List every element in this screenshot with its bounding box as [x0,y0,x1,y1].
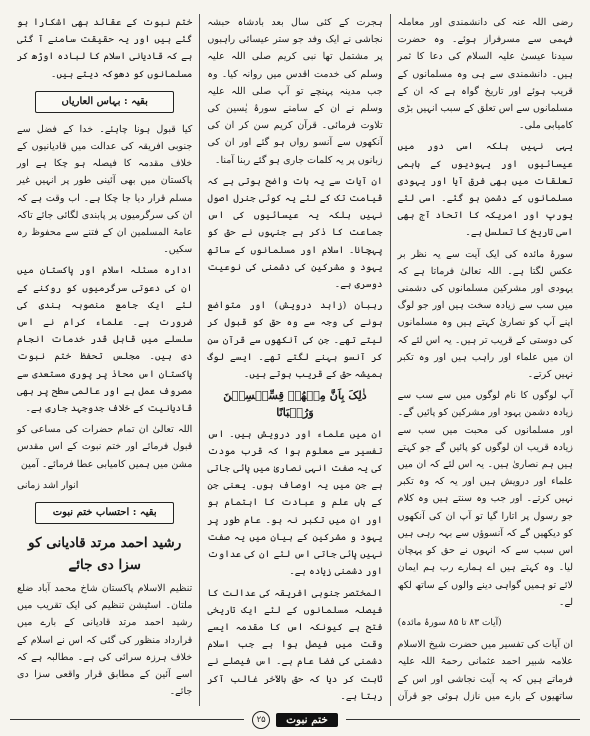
footer-badge [244,711,346,729]
paragraph: ان آیات کی تفسیر میں حضرت شیخ الاسلام علامہ شبیر احمد عثمانی رحمۃ اللہ علیہ فرماتے ہیں کہ یہ آیت نجاشی اور اس کے ساتھیوں کے بارے میں نازل ہوئی جو قرآن [397,639,573,702]
paragraph: اللہ تعالیٰ ان تمام حضرات کی مساعی کو قبول فرمائے اور ختم نبوت کے اس مقدس مشن میں ہمیں کامیابی عطا فرمائے۔ آمین [17,424,193,470]
page-footer [10,710,580,730]
paragraph: المختصر جنوبی افریقہ کی عدالت کا فیصلہ مسلمانوں کے لئے ایک تاریخی فتح ہے کیونکہ اس کا مقدمہ ایسے وقت میں فیصل ہوا ہے جب اسلام دشمنی کی فضا عام ہے۔ اس فیصلے نے ثابت کر دیا کہ حق بالآخر غالب آکر رہتا ہے۔ [207,587,383,702]
column-middle [200,14,390,706]
paragraph: تنظیم الاسلام پاکستان شاخ محمد آباد ضلع ملتان۔ اسٹیشن تنظیم کی ایک تقریب میں رشید احمد مرتد قادیانی کے بارے میں قرارداد منظور کی گئی کہ اس نے اسلام کے خلاف ہرزہ سرائی کی ہے۔ مطالبہ ہے کہ اسے آئین کے مطابق قرار واقعی سزا دی جائے۔ [17,583,193,698]
three-column-layout [10,14,580,706]
paragraph: کیا قبول ہونا چاہئے۔ خدا کے فضل سے جنوبی افریقہ کی عدالت میں قادیانیوں کے خلاف مقدمہ کا فیصلہ ہو چکا ہے اور پاکستان میں بھی آئینی طور پر انہیں غیر مسلم قرار دیا جا چکا ہے۔ اب وقت ہے کہ ان کی سرگرمیوں پر پابندی لگائی جائے تاکہ عامۃ المسلمین ان کے فتنے سے محفوظ رہ سکیں۔ [17,123,193,256]
paragraph: ان میں علماء اور درویش ہیں۔ اس تفسیر سے معلوم ہوا کہ قرب مودت کی یہ صفت انہی نصاریٰ میں پائی جاتی ہے جن میں یہ اوصاف ہوں۔ یعنی جن کے ہاں علم و عبادت کا اہتمام ہو اور ان میں تکبر نہ ہو۔ عام طور پر یہود و مشرکین کے بیان میں یہ صفت نہیں پائی جاتی اس لئے ان کی عداوت اور دشمنی زیادہ ہے۔ [207,428,383,578]
page-number: ۲۵ [252,711,270,729]
paragraph: ختم نبوت کے عقائد بھی اشکارا ہو گئے ہیں اور یہ حقیقت سامنے آ گئی ہے کہ قادیانی اسلام کا لبادہ اوڑھ کر مسلمانوں کو دھوکہ دیتے ہیں۔ [17,17,193,80]
verse-reference: (آیات ۸۳ تا ۸۵ سورۂ مائدہ) [397,617,502,628]
paragraph: سورۂ مائدہ کی ایک آیت سے یہ نظر بر عکس لگتا ہے۔ اللہ تعالیٰ فرماتا ہے کہ یہودی اور مشرکین مسلمانوں کی دشمنی میں سب سے زیادہ سخت ہیں اور جو لوگ اپنے آپ کو نصاریٰ کہتے ہیں وہ مسلمانوں کی دوستی کے قریب تر ہیں۔ یہ اس لئے کہ ان میں علماء اور راہب ہیں اور وہ تکبر نہیں کرتے۔ [397,248,573,381]
continuation-heading: بقیہ : احتساب ختم نبوت [35,502,174,524]
paragraph: ان آیات سے یہ بات واضح ہوتی ہے کہ قیامت تک کے لئے یہ کوئی جنرل اصول نہیں بلکہ یہ عیسائیوں کی اس جماعت کا ذکر ہے جنہوں نے حق کو پہچانا۔ اسلام اور مسلمانوں کے ساتھ یہود و مشرکین کی دشمنی کی نوعیت دوسری ہے۔ [207,175,383,291]
article-headline: رشید احمد مرتد قادیانی کو سزا دی جائے [28,535,182,574]
paragraph: رضی اللہ عنہ کی دانشمندی اور معاملہ فہمی سے مسرفراز ہوئے۔ وہ حضرت سیدنا عیسیٰ علیہ السلام کی دعا کا ثمر ہیں۔ دانشمندی سے ہی وہ مسلمانوں کے قریب ہوئے اور تاریخ گواہ ہے کہ ان کے مسلمانوں سے اس تعلق کے سبب انہیں بڑی کامیابی ملی۔ [397,17,573,132]
paragraph: ادارہ مسئلہ اسلام اور پاکستان میں ان کی دعوتی سرگرمیوں کو روکنے کے لئے ایک جامع منصوبہ بندی کی ضرورت ہے۔ علماء کرام نے اس سلسلے میں قابل قدر خدمات انجام دی ہیں۔ مجلس تحفظ ختم نبوت پاکستان اس محاذ پر پوری مستعدی سے مصروف عمل ہے اور عالمی سطح پر بھی قادیانیت کے خلاف جدوجہد جاری ہے۔ [17,265,193,415]
column-left [10,14,200,706]
author-signature: انوار اشد زمانی [17,479,79,491]
paragraph: یہی نہیں بلکہ اسی دور میں عیسائیوں اور یہودیوں کے باہمی تعلقات میں بھی فرق آیا اور یہودی مسلمانوں کے دشمن ہو گئے۔ اسی لئے یورپ اور امریکہ کا اتحاد آج بھی اسی تاریخ کا تسلسل ہے۔ [397,141,573,239]
magazine-name: ختم نبوت [276,713,338,727]
quran-verse: ذٰلِکَ بِاَنَّ مِنۡهُمۡ قِسِّیۡسِیۡنَ وَرُهۡبَانًا [223,388,367,420]
paragraph: آپ لوگوں کا نام لوگوں میں سے سب سے زیادہ دشمن یہود اور مشرکین کو پائیں گے۔ اور مسلمانوں کی محبت میں سب سے زیادہ قریب ان لوگوں کو پائیں گے جو کہتے ہیں ہم نصاریٰ ہیں۔ یہ اس لئے کہ ان میں علماء اور درویش ہیں اور یہ کہ وہ تکبر نہیں کرتے۔ اور جب وہ سنتے ہیں وہ کلام جو رسول پر اتارا گیا تو آپ ان کی آنکھوں کو دیکھیں گے کہ آنسوؤں سے بہہ رہی ہیں اس سبب سے کہ انہوں نے حق کو پہچان لیا۔ وہ کہتے ہیں اے ہمارے رب ہم ایمان لائے تو ہمیں گواہی دینے والوں کے ساتھ لکھ لے۔ [397,390,573,608]
continuation-heading: بقیہ : بہاس العاریاں [35,91,174,113]
column-right [391,14,580,706]
paragraph: رہبان (زاہد درویش) اور متواضع ہونے کی وجہ سے وہ حق کو قبول کر لیتے تھے۔ جن کی آنکھوں سے قرآن سن کر آنسو بہنے لگتے تھے۔ ایسے لوگ ہمیشہ حق کے قریب ہوتے ہیں۔ [207,300,383,381]
paragraph: ہجرت کے کئی سال بعد بادشاہ حبشہ نجاشی نے ایک وفد جو ستر عیسائی راہبوں پر مشتمل تھا نبی کریم صلی اللہ علیہ وسلم کی خدمت اقدس میں روانہ کیا۔ وہ جب مدینہ پہنچے تو آپ صلی اللہ علیہ وسلم نے ان کے سامنے سورۂ یٰسین کی تلاوت فرمائی۔ قرآن کریم سن کر ان کی آنکھوں سے آنسو رواں ہو گئے اور ان کی زبانوں پر یہ کلمات جاری ہو گئے ربنا آمنا۔ [207,17,383,166]
